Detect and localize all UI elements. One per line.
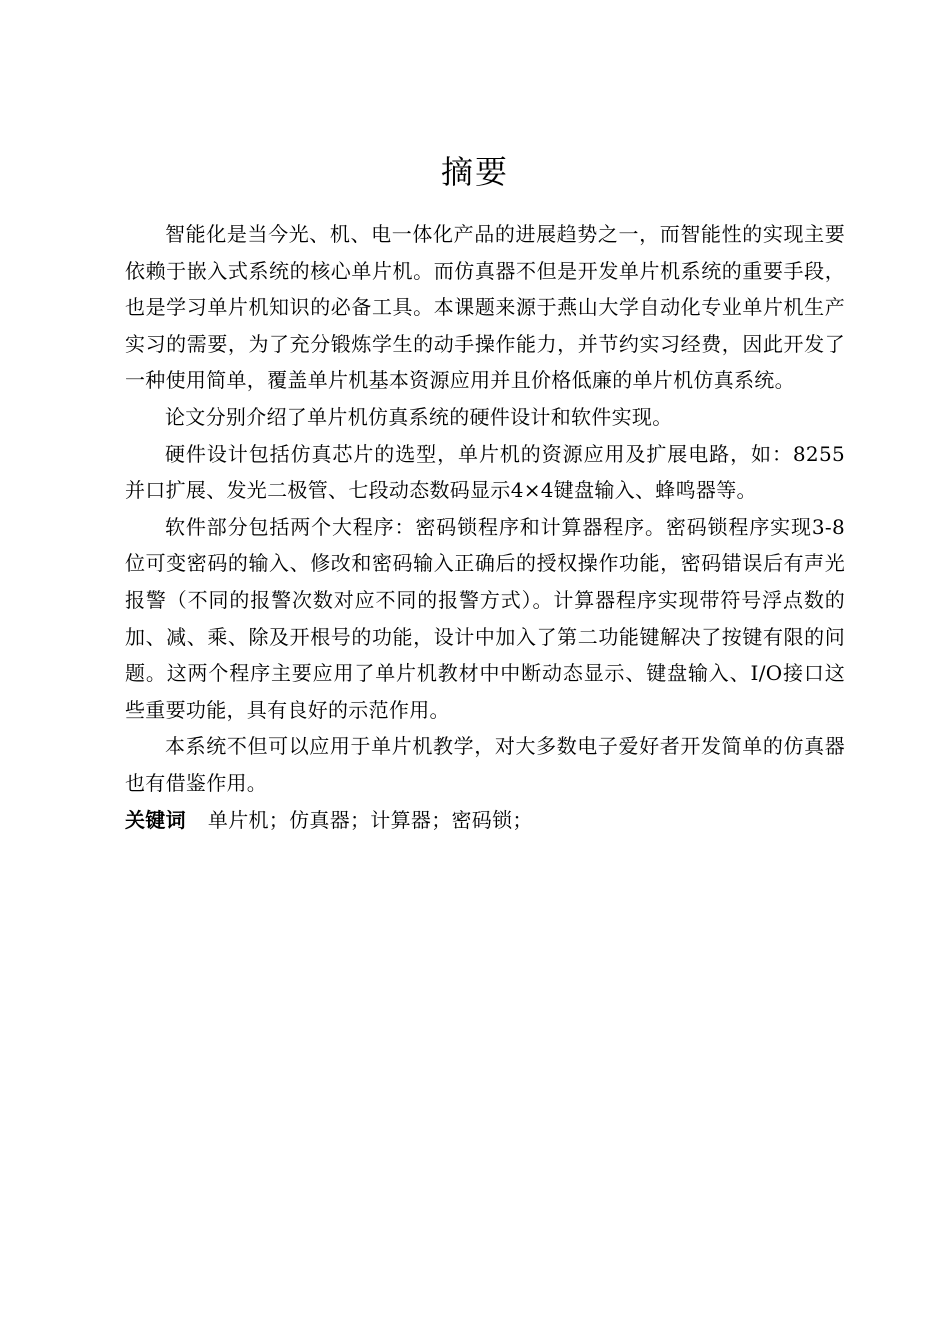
abstract-paragraph-5: 本系统不但可以应用于单片机教学，对大多数电子爱好者开发简单的仿真器也有借鉴作用。 — [125, 734, 845, 795]
keywords-list: 单片机；仿真器；计算器；密码锁； — [207, 807, 533, 832]
keywords-line — [125, 802, 845, 839]
abstract-paragraph-2: 论文分别介绍了单片机仿真系统的硬件设计和软件实现。 — [165, 404, 673, 429]
abstract-paragraph-1: 智能化是当今光、机、电一体化产品的进展趋势之一，而智能性的实现主要依赖于嵌入式系统的核心单片机。而仿真器不但是开发单片机系统的重要手段，也是学习单片机知识的必备工具。本课题来源于燕山大学自动化专业单片机生产实习的需要，为了充分锻炼学生的动手操作能力，并节约实习经费，因此开发了一种使用简单，覆盖单片机基本资源应用并且价格低廉的单片机仿真系统。 — [125, 222, 845, 393]
abstract-body — [125, 216, 845, 838]
abstract-paragraph-3: 硬件设计包括仿真芯片的选型，单片机的资源应用及扩展电路，如：8255并口扩展、发光二极管、七段动态数码显示4×4键盘输入、蜂鸣器等。 — [125, 441, 845, 503]
abstract-paragraph-4: 软件部分包括两个大程序：密码锁程序和计算器程序。密码锁程序实现3-8位可变密码的输入、修改和密码输入正确后的授权操作功能，密码错误后有声光报警（不同的报警次数对应不同的报警方式）。计算器程序实现带符号浮点数的加、减、乘、除及开根号的功能，设计中加入了第二功能键解决了按键有限的问题。这两个程序主要应用了单片机教材中中断动态显示、键盘输入、I/O接口这些重要功能，具有良好的示范作用。 — [125, 514, 845, 722]
keywords-label: 关键词 — [125, 807, 186, 832]
abstract-title: 摘要 — [440, 153, 509, 191]
